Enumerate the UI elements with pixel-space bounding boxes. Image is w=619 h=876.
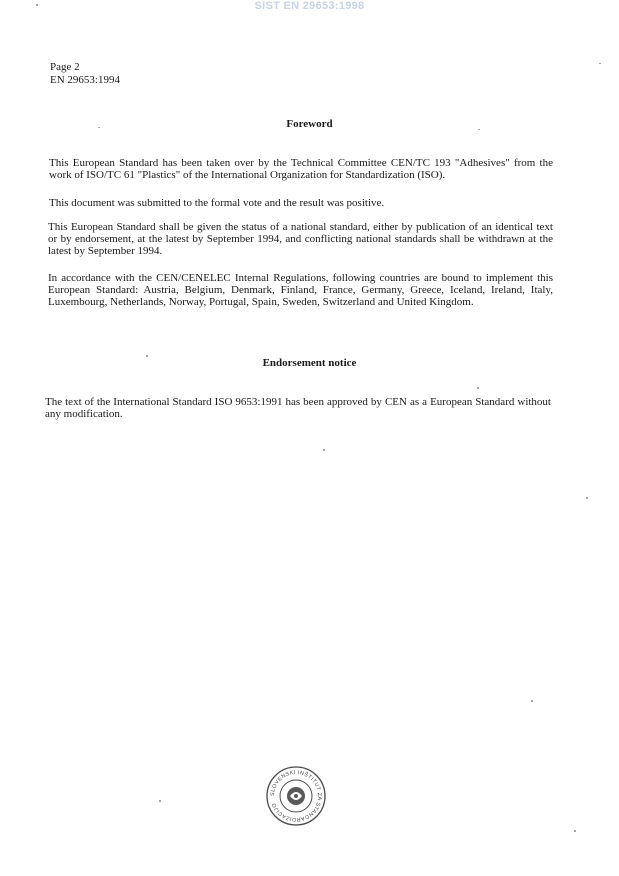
page-number: Page 2 [50,61,80,73]
scan-speck [531,700,533,702]
seal-ring-text: SLOVENSKI INŠTITUT ZA STANDARDIZACIJO [269,769,323,823]
scan-speck [586,497,588,499]
scan-speck [36,4,38,6]
scan-speck [477,387,479,389]
scan-speck [98,127,100,128]
scan-speck [159,800,161,802]
foreword-paragraph-2: This document was submitted to the formal vote and the result was positive. [49,197,385,209]
endorsement-title: Endorsement notice [262,357,357,369]
watermark: SIST EN 29653:1998 [254,0,365,12]
endorsement-text: The text of the International Standard ISO 9653:1991 has been approved by CEN as a European Standard without any modification. [45,396,551,420]
foreword-paragraph-4: In accordance with the CEN/CENELEC Internal Regulations, following countries are bound to implement this European Standard: Austria, Belgium, Denmark, Finland, France, Germany, Greece, Iceland, Ireland, Italy, Luxembourg, Netherlands, Norway, Portugal, Spain, Sweden, Switzerland and United Kingdom. [48,272,553,308]
official-stamp-icon [265,765,327,827]
scan-speck [323,449,325,451]
foreword-paragraph-3: This European Standard shall be given the status of a national standard, either by publication of an identical text or by endorsement, at the latest by September 1994, and conflicting national standards shall be withdrawn at the latest by September 1994. [48,221,553,257]
scan-speck [599,63,601,64]
scan-speck [574,830,576,832]
page-header [50,61,120,87]
document-id: EN 29653:1994 [50,74,120,86]
scan-speck [478,129,480,130]
foreword-title: Foreword [286,118,333,130]
scan-speck [146,355,148,357]
foreword-paragraph-1: This European Standard has been taken over by the Technical Committee CEN/TC 193 "Adhesives" from the work of ISO/TC 61 "Plastics" of the International Organization for Standardization (ISO). [49,157,553,181]
